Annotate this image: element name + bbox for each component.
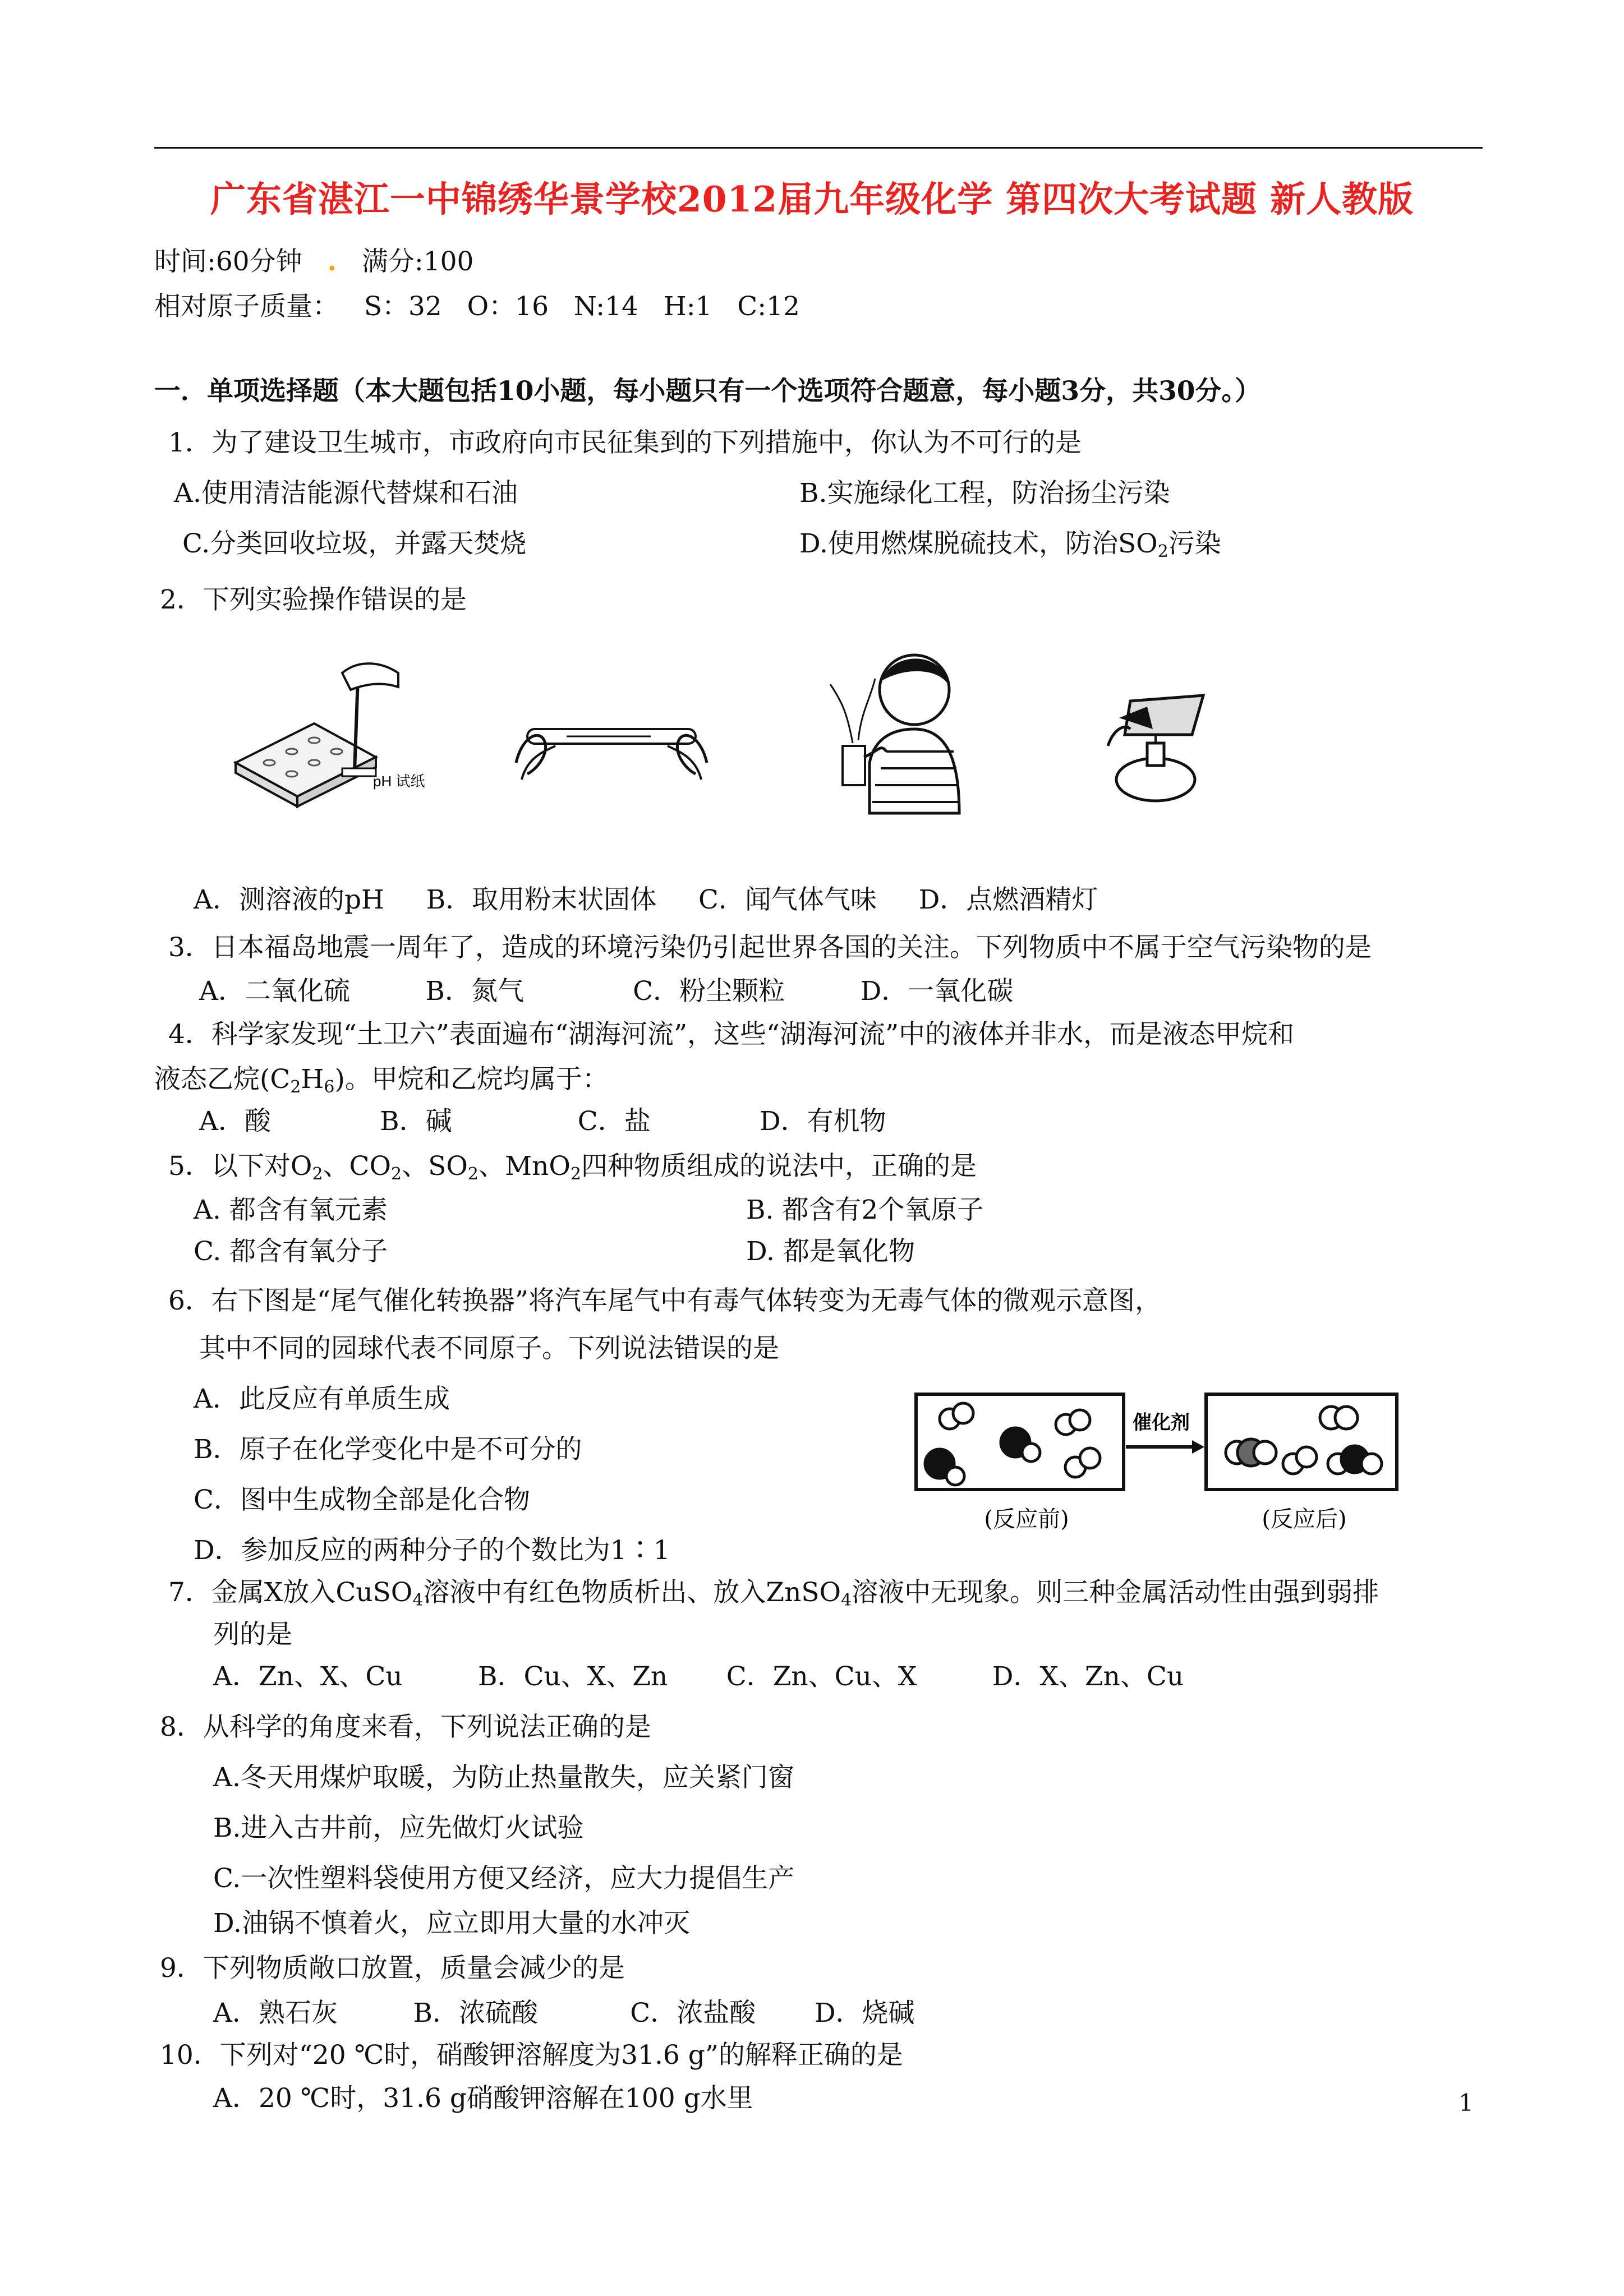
ph-test-figure (230, 656, 443, 813)
smell-gas-figure (808, 639, 976, 819)
q4-stem-line2: 液态乙烷$(C_2H_6)$。甲烷和乙烷均属于： (154, 1064, 609, 1097)
alcohol-lamp-figure (1097, 684, 1220, 808)
q8-option-b: B.进入古井前，应先做灯火试验 (213, 1813, 584, 1843)
page-number: 1 (1459, 2089, 1474, 2117)
q6-stem-line2: 其中不同的园球代表不同原子。下列说法错误的是 (199, 1333, 779, 1364)
q2-options: A．测溶液的pH B．取用粉末状固体 C．闻气体气味 D．点燃酒精灯 (194, 884, 1098, 915)
decorative-dot: . (327, 246, 337, 277)
after-label: (反应后) (1262, 1506, 1347, 1532)
q6-stem: 6．右下图是“尾气催化转换器”将汽车尾气中有毒气体转变为无毒气体的微观示意图， (168, 1285, 1161, 1316)
q8-option-a: A.冬天用煤炉取暖，为防止热量散失，应关紧门窗 (213, 1762, 794, 1793)
q1-option-c: C.分类回收垃圾，并露天焚烧 (182, 528, 527, 559)
section-1-heading: 一．单项选择题（本大题包括10小题，每小题只有一个选项符合题意，每小题3分，共30分。） (154, 376, 1262, 407)
exam-time-line (154, 245, 473, 279)
atomic-mass-line: 相对原子质量： S：32 O：16 N:14 H:1 C:12 (154, 291, 800, 322)
q7-stem-line2: 列的是 (213, 1619, 292, 1650)
q1-option-b: B.实施绿化工程，防治扬尘污染 (799, 478, 1170, 509)
q6-option-d: D．参加反应的两种分子的个数比为1∶1 (194, 1535, 670, 1566)
q7-stem: 7．金属X放入CuSO$_4$溶液中有红色物质析出、放入ZnSO$_4$溶液中无现象。则三种金属活动性由强到弱排 (168, 1577, 1379, 1610)
powder-tube-figure (505, 684, 718, 791)
q10-stem: 10．下列对“20 ℃时，硝酸钾溶解度为31.6 g”的解释正确的是 (160, 2040, 903, 2071)
q4-options: A．酸 B．碱 C．盐 D．有机物 (199, 1106, 886, 1137)
q5-option-a: A. 都含有氧元素 (194, 1195, 388, 1225)
q1-stem: 1．为了建设卫生城市，市政府向市民征集到的下列措施中，你认为不可行的是 (168, 427, 1082, 458)
header-rule (154, 147, 1483, 149)
page-title: 广东省湛江一中锦绣华景学校2012届九年级化学 第四次大考试题 新人教版 (210, 178, 1414, 220)
q5-option-b: B. 都含有2个氧原子 (746, 1195, 984, 1225)
reaction-diagram (912, 1385, 1405, 1542)
q9-stem: 9．下列物质敞口放置，质量会减少的是 (160, 1953, 625, 1984)
q10-option-a: A．20 ℃时，31.6 g硝酸钾溶解在100 g水里 (213, 2083, 753, 2114)
q7-options: A．Zn、X、Cu B．Cu、X、Zn C．Zn、Cu、X D．X、Zn、Cu (213, 1661, 1184, 1692)
q2-stem: 2．下列实验操作错误的是 (160, 584, 467, 615)
q1-option-d: D.使用燃煤脱硫技术，防治$SO_2$污染 (799, 528, 1221, 561)
before-label: (反应前) (984, 1506, 1069, 1532)
q3-stem: 3．日本福岛地震一周年了，造成的环境污染仍引起世界各国的关注。下列物质中不属于空气污染物的是 (168, 932, 1372, 963)
q8-option-c: C.一次性塑料袋使用方便又经济，应大力提倡生产 (213, 1863, 795, 1894)
q8-option-d: D.油锅不慎着火，应立即用大量的水冲灭 (213, 1908, 690, 1939)
q6-option-b: B．原子在化学变化中是不可分的 (194, 1434, 582, 1465)
q1-option-a: A.使用清洁能源代替煤和石油 (174, 478, 518, 509)
ph-paper-label: pH 试纸 (373, 773, 425, 790)
q4-stem: 4．科学家发现“土卫六”表面遍布“湖海河流”，这些“湖海河流”中的液体并非水，而是液态甲烷和 (168, 1019, 1295, 1050)
q9-options: A．熟石灰 B．浓硫酸 C．浓盐酸 D．烧碱 (213, 1998, 915, 2028)
q8-stem: 8．从科学的角度来看，下列说法正确的是 (160, 1712, 651, 1742)
q6-option-a: A．此反应有单质生成 (194, 1384, 450, 1414)
q5-option-d: D. 都是氧化物 (746, 1236, 915, 1267)
catalyst-label: 催化剂 (1133, 1412, 1190, 1434)
exam-score: 满分:100 (361, 246, 474, 277)
q6-option-c: C．图中生成物全部是化合物 (194, 1484, 530, 1515)
q3-options: A．二氧化硫 B．氮气 C．粉尘颗粒 D．一氧化碳 (199, 976, 1014, 1007)
exam-time: 时间:60分钟 (154, 246, 302, 277)
q5-stem: 5．以下对$O_2$、$CO_2$、$SO_2$、MnO$_2$四种物质组成的说法中，正确的是 (168, 1151, 977, 1184)
q5-option-c: C. 都含有氧分子 (194, 1236, 388, 1267)
